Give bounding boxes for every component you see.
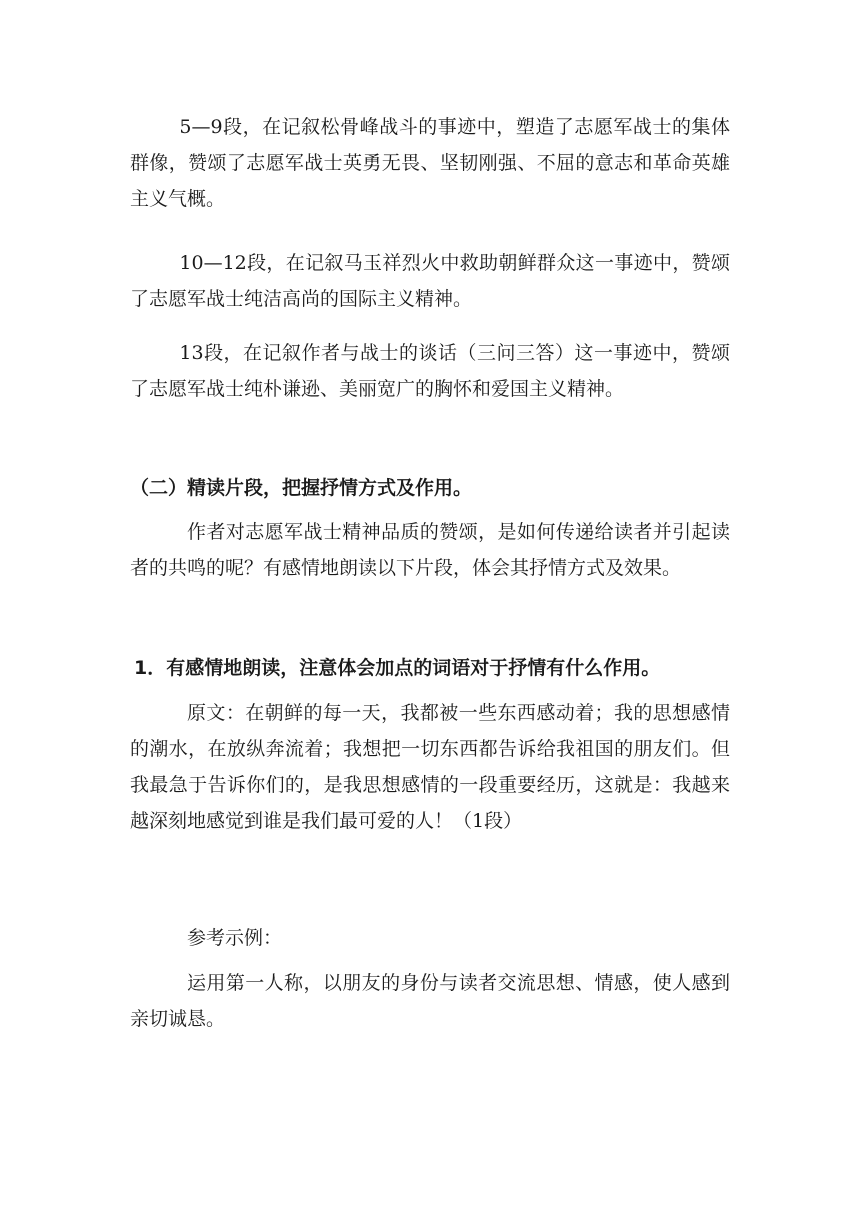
paragraph-sections-5-9: 5—9段，在记叙松骨峰战斗的事迹中，塑造了志愿军战士的集体群像，赞颂了志愿军战士英勇无畏、坚韧刚强、不屈的意志和革命英雄主义气概。 — [130, 116, 730, 210]
task-heading: 1．有感情地朗读，注意体会加点的词语对于抒情有什么作用。 — [134, 657, 661, 679]
paragraph-section-13: 13段，在记叙作者与战士的谈话（三问三答）这一事迹中，赞颂了志愿军战士纯朴谦逊、美丽宽广的胸怀和爱国主义精神。 — [130, 342, 730, 400]
paragraph-reference-answer: 运用第一人称，以朋友的身份与读者交流思想、情感，使人感到亲切诚恳。 — [130, 972, 730, 1030]
paragraph-reference-label: 参考示例： — [187, 927, 283, 949]
paragraph-original-text: 原文：在朝鲜的每一天，我都被一些东西感动着；我的思想感情的潮水，在放纵奔流着；我想把一切东西都告诉给我祖国的朋友们。但我最急于告诉你们的，是我思想感情的一段重要经历，这就是：我越来越深刻地感觉到谁是我们最可爱的人！（1段） — [130, 702, 730, 832]
paragraph-sections-10-12: 10—12段，在记叙马玉祥烈火中救助朝鲜群众这一事迹中，赞颂了志愿军战士纯洁高尚的国际主义精神。 — [130, 252, 730, 310]
paragraph-intro: 作者对志愿军战士精神品质的赞颂，是如何传递给读者并引起读者的共鸣的呢？有感情地朗读以下片段，体会其抒情方式及效果。 — [130, 521, 730, 579]
section-heading: （二）精读片段，把握抒情方式及作用。 — [130, 477, 473, 499]
